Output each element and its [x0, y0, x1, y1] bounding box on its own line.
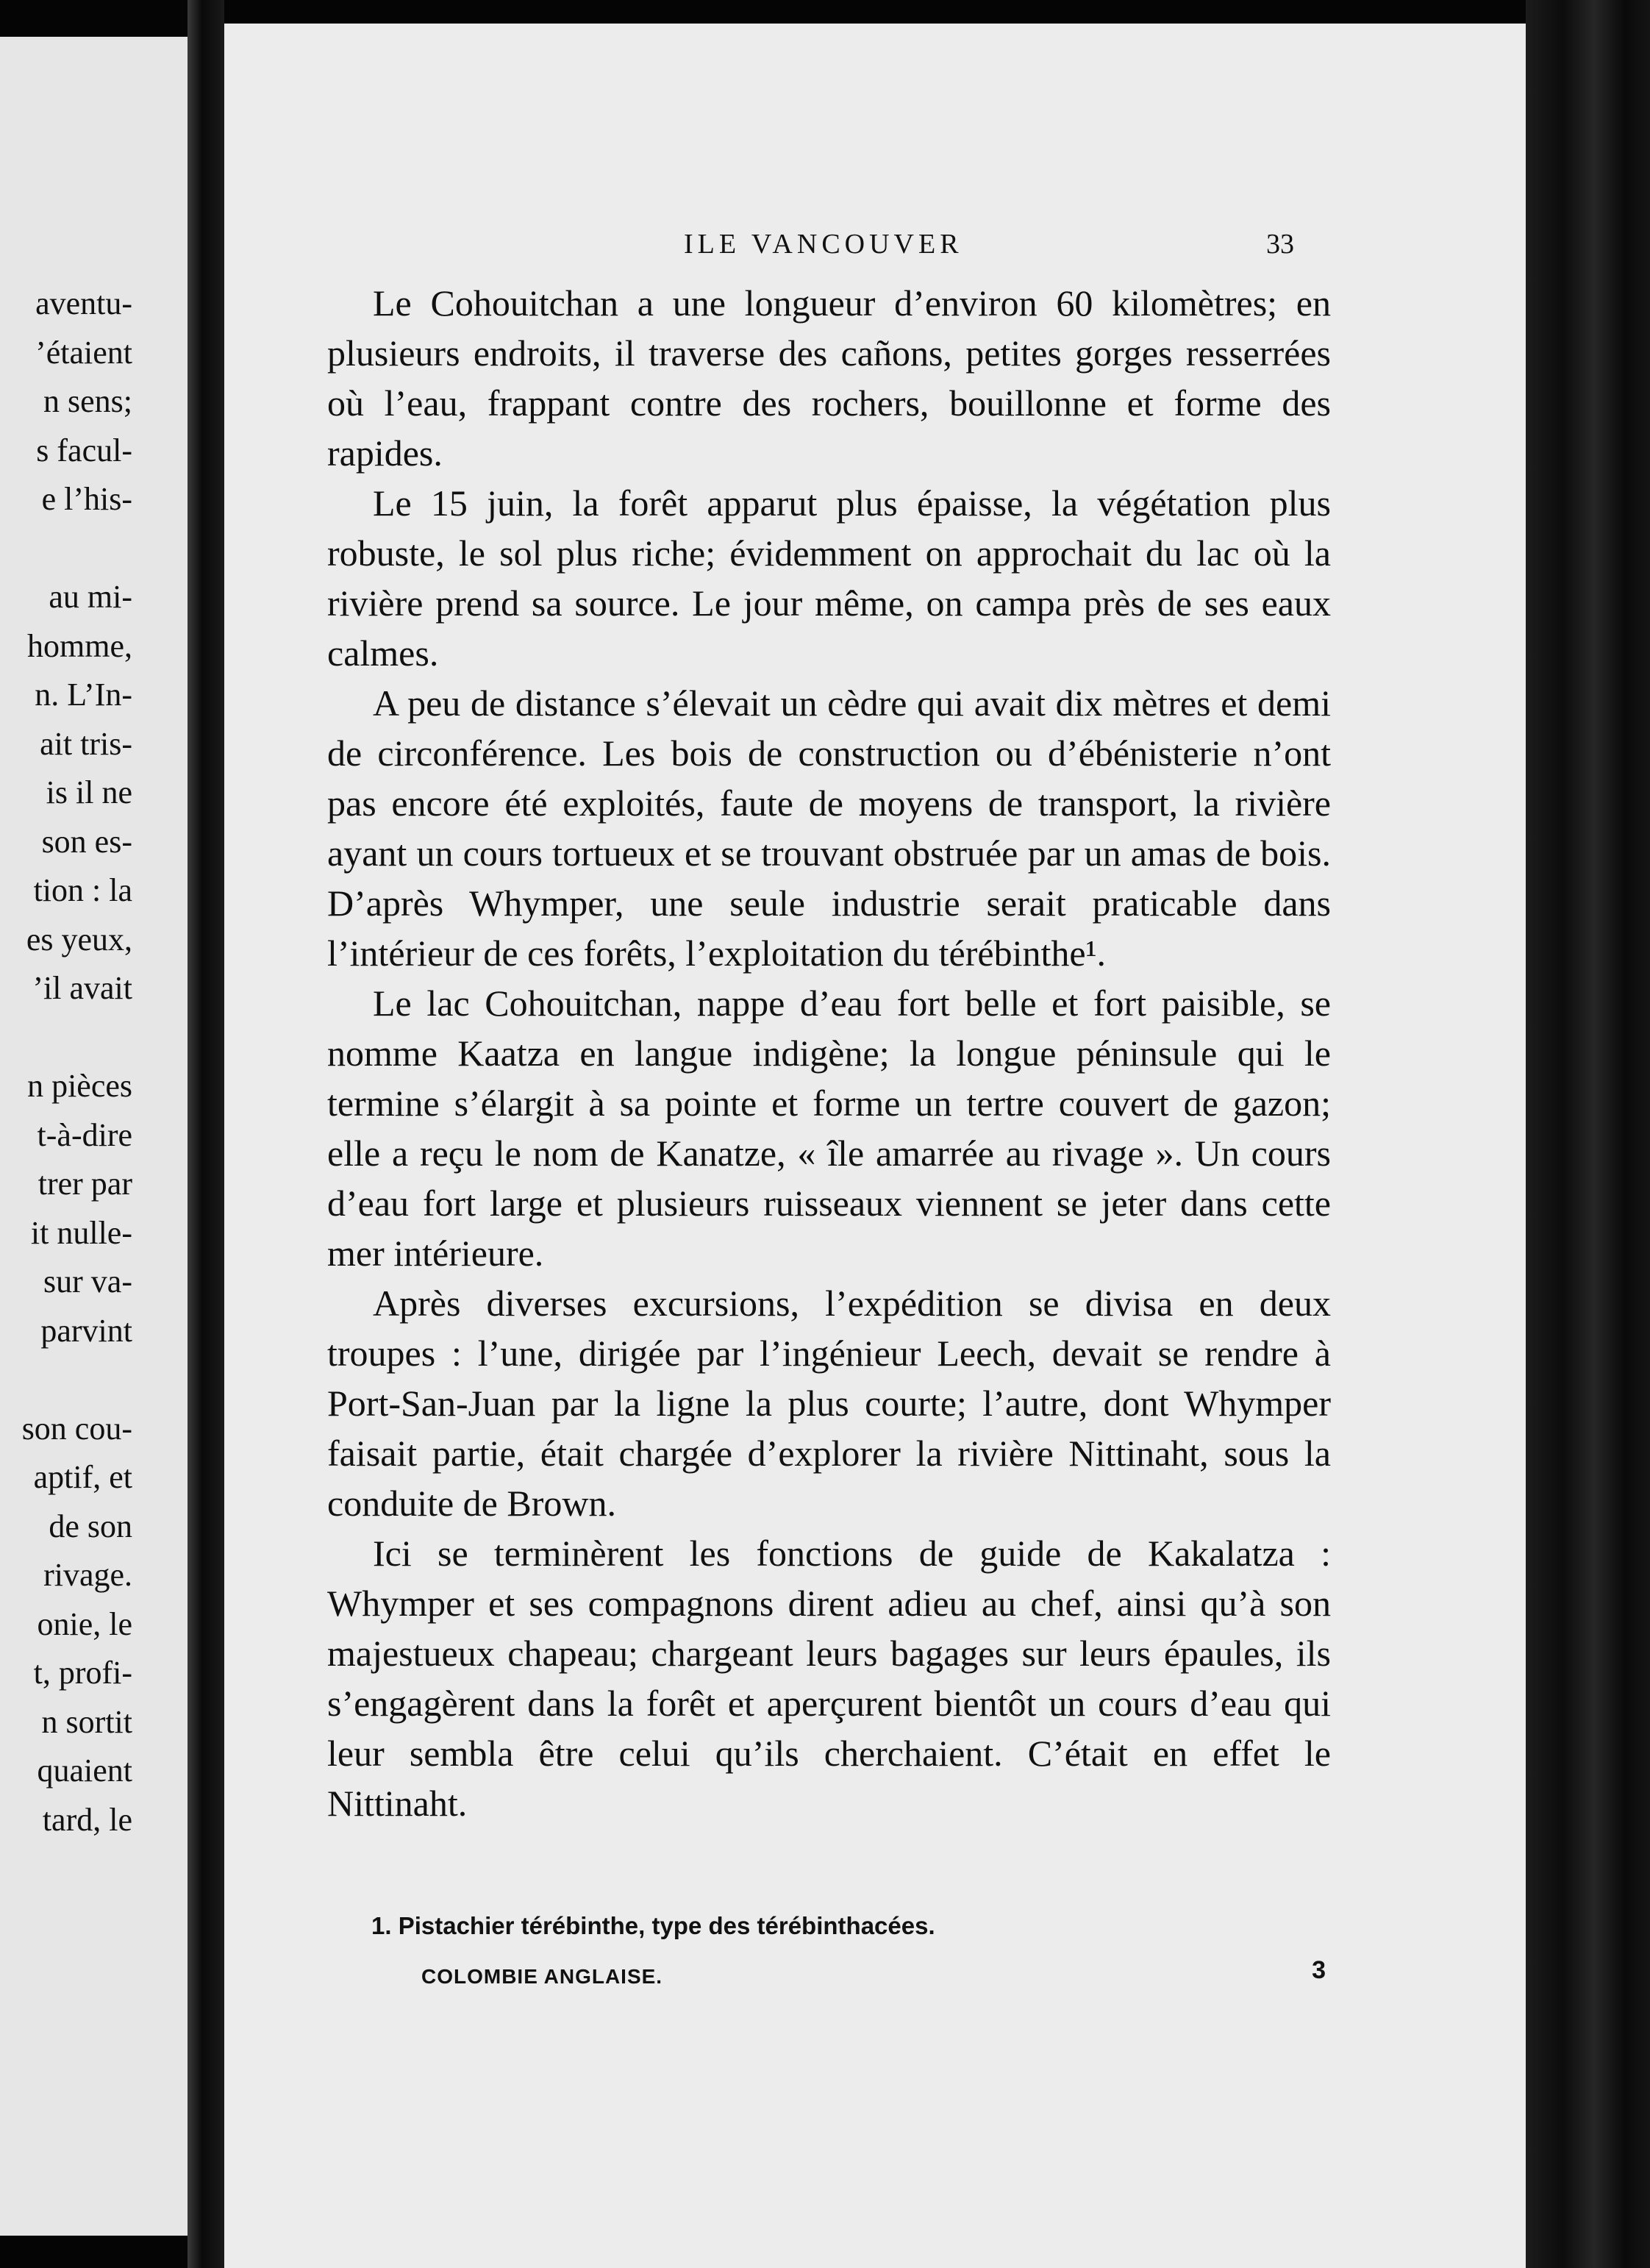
paragraph: Le Cohouitchan a une longueur d’environ 60 kilomètres; en plusieurs endroits, il traverse des cañons, petites gorges resserrées où l’eau, frappant contre des rochers, bouillonne et forme des rapides.	[327, 282, 1331, 474]
previous-page-line: ait tris-	[40, 725, 132, 762]
previous-page-line: n sortit	[41, 1703, 132, 1740]
previous-page-line: is il ne	[46, 774, 132, 810]
page-header	[449, 228, 1294, 272]
previous-page-line: son es-	[41, 823, 132, 860]
book-page-edge	[1526, 0, 1650, 2268]
previous-page-line: aventu-	[35, 285, 132, 321]
previous-page-fragment	[0, 37, 188, 2236]
previous-page-line: aptif, et	[33, 1459, 132, 1495]
previous-page-line: t-à-dire	[37, 1116, 132, 1153]
previous-page-lines	[0, 279, 132, 1844]
previous-page-line: e l’his-	[41, 481, 132, 517]
previous-page-line	[0, 524, 132, 574]
previous-page-line: homme,	[27, 627, 132, 664]
signature-number: 3	[1312, 1956, 1326, 1984]
previous-page-line: n. L’In-	[35, 677, 132, 713]
previous-page-line: ’il avait	[32, 970, 132, 1006]
previous-page-line: trer par	[38, 1166, 132, 1202]
previous-page-line: son cou-	[21, 1410, 132, 1447]
previous-page-line: n pièces	[27, 1068, 132, 1104]
previous-page-line: ’étaient	[35, 334, 132, 371]
page-number: 33	[1266, 229, 1294, 260]
previous-page-line	[0, 1013, 132, 1063]
previous-page-line: de son	[49, 1508, 132, 1544]
previous-page-line: tion : la	[33, 872, 132, 908]
page-body	[327, 278, 1331, 1828]
previous-page-line: es yeux,	[26, 921, 132, 958]
paragraph: Après diverses excursions, l’expédition se divisa en deux troupes : l’une, dirigée par l’ingénieur Leech, devait se rendre à Port-San-Juan par la ligne la plus courte; l’autre, dont Whymper faisait partie, était chargée d’explorer la rivière Nittinaht, sous la conduite de Brown.	[327, 1283, 1331, 1524]
previous-page-line: it nulle-	[30, 1214, 132, 1251]
signature-label: COLOMBIE ANGLAISE.	[421, 1965, 663, 1988]
previous-page-line: sur va-	[43, 1263, 132, 1299]
previous-page-line: parvint	[40, 1312, 132, 1349]
paragraph: A peu de distance s’élevait un cèdre qui avait dix mètres et demi de circonférence. Les bois de construction ou d’ébénisterie n’ont pas encore été exploités, faute de moyens de transport, la rivière ayant un cours tortueux et se trouvant obstruée par un amas de bois. D’après Whymper, une seule industrie serait praticable dans l’intérieur de ces forêts, l’exploitation du térébinthe¹.	[327, 682, 1331, 974]
paragraph: Le 15 juin, la forêt apparut plus épaisse, la végétation plus robuste, le sol plus riche; évidemment on approchait du lac où la rivière prend sa source. Le jour même, on campa près de ses eaux calmes.	[327, 482, 1331, 674]
previous-page-line: s facul-	[36, 432, 132, 468]
book-gutter	[188, 0, 224, 2268]
previous-page-line: t, profi-	[33, 1655, 132, 1691]
previous-page-line: rivage.	[43, 1557, 132, 1593]
paragraph: Le lac Cohouitchan, nappe d’eau fort belle et fort paisible, se nomme Kaatza en langue indigène; la longue péninsule qui le termine s’élargit à sa pointe et forme un tertre couvert de gazon; elle a reçu le nom de Kanatze, « île amarrée au rivage ». Un cours d’eau fort large et plusieurs ruisseaux viennent se jeter dans cette mer intérieure.	[327, 983, 1331, 1274]
previous-page-line: n sens;	[43, 383, 132, 419]
footnote: 1. Pistachier térébinthe, type des térébinthacées.	[371, 1912, 935, 1939]
previous-page-line: onie, le	[37, 1605, 132, 1642]
previous-page-line: au mi-	[49, 579, 132, 615]
previous-page-line: tard, le	[42, 1801, 132, 1838]
paragraph: Ici se terminèrent les fonctions de guide de Kakalatza : Whymper et ses compagnons dirent adieu au chef, ainsi qu’à son majestueux chapeau; chargeant leurs bagages sur leurs épaules, ils s’engagèrent dans la forêt et aperçurent bientôt un cours d’eau qui leur sembla être celui qu’ils cherchaient. C’était en effet le Nittinaht.	[327, 1533, 1331, 1824]
previous-page-line	[0, 1355, 132, 1405]
previous-page-line: quaient	[37, 1752, 132, 1789]
running-head: ILE VANCOUVER	[684, 229, 963, 260]
